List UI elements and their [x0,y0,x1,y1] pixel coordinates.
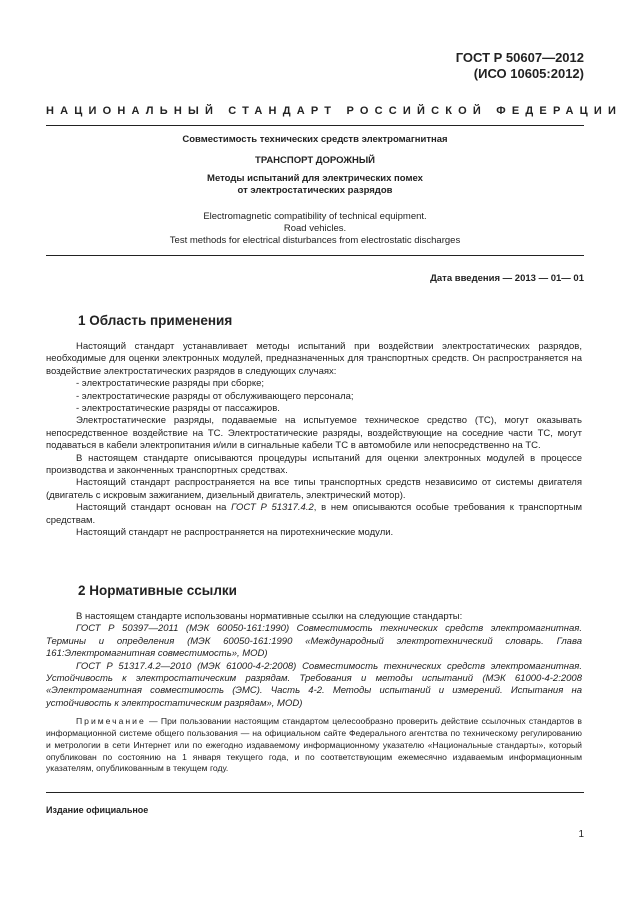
title-rule [46,255,584,256]
national-standard-banner: НАЦИОНАЛЬНЫЙ СТАНДАРТ РОССИЙСКОЙ ФЕДЕРАЦИИ [46,105,623,117]
section-1-heading: 1 Область применения [78,313,233,328]
list-item: - электростатические разряды от пассажиров. [76,403,280,415]
official-edition-label: Издание официальное [46,805,149,815]
note-text: — При пользовании настоящим стандартом целесообразно проверить действие ссылочных стандартов в информационной системе общего пользования — на официальном сайте Федерального агентства по техническому регулированию и метрологии в сети Интернет или по ежегодно издаваемому информационному указателю «Национальные стандарты», который опубликован по состоянию на 1 января текущего года, и по соответствующим ежемесячно издаваемым информационным указателям, опубликованным в текущем году. [46,716,582,774]
gost-number: ГОСТ Р 50607—2012 [455,50,584,65]
title-line-1: Совместимость технических средств электромагнитная [182,134,448,145]
section-1-body [46,341,582,540]
normative-reference-2: ГОСТ Р 51317.4.2—2010 (МЭК 61000-4-2:2008) Совместимость технических средств электромагнитная. Устойчивость к электростатическим разрядам. Требования и методы испытаний (МЭК 61000-4-2:2008 «Электромагнитная совместимость (ЭМС). Часть 4-2. Методы испытаний и измерений. Испытания на устойчивость к электростатическим разрядам», MOD) [46,660,582,709]
title-en-2: Road vehicles. [283,223,347,234]
section-2-heading: 2 Нормативные ссылки [78,583,237,598]
section-1-paragraph-6: Настоящий стандарт не распространяется на пиротехнические модули. [76,527,394,539]
iso-number: (ИСО 10605:2012) [473,66,584,81]
section-2-body [46,611,582,775]
section-1-paragraph-5 [46,502,582,527]
normative-reference-1: ГОСТ Р 50397—2011 (МЭК 60050-161:1990) Совместимость технических средств электромагнитная. Термины и определения (МЭК 60050-161:1990 «Международный электротехнический словарь. Глава 161:Электромагнитная совместимость», MOD) [46,623,582,660]
title-line-2: ТРАНСПОРТ ДОРОЖНЫЙ [255,155,375,166]
introduction-date: Дата введения — 2013 — 01— 01 [430,273,584,284]
section-1-paragraph-1: Настоящий стандарт устанавливает методы испытаний при воздействии электростатических разрядов, необходимые для оценки электронных модулей, предназначенных для транспортных средств. Он распространяется на воздействие электростатических разрядов в следующих случаях: [46,341,582,377]
header-rule [46,125,584,126]
title-line-4: от электростатических разрядов [237,185,393,196]
page-number: 1 [578,829,584,840]
footer-rule [46,792,584,793]
list-item: - электростатические разряды от обслуживающего персонала; [76,390,354,402]
title-en-1: Electromagnetic compatibility of technical equipment. [203,211,427,222]
note-label: Примечание [76,716,146,727]
title-en-3: Test methods for electrical disturbances from electrostatic discharges [169,235,461,246]
p5-reference: ГОСТ Р 51317.4.2 [231,502,314,514]
section-1-paragraph-2: Электростатические разряды, подаваемые на испытуемое техническое средство (ТС), могут оказывать непосредственное воздействие на ТС. Электростатические разряды, воздействующие на соседние части ТС, могут подаваться в кабели электропитания и/или в сигнальные кабели ТС в автомобиле или непосредственно на ТС. [46,415,582,452]
p5-text-post: , в нем описываются особые требования к транспортным средствам. [46,502,582,526]
p5-text-pre: Настоящий стандарт основан на [76,502,232,514]
section-1-paragraph-4: Настоящий стандарт распространяется на все типы транспортных средств независимо от системы двигателя (двигатель с искровым зажиганием, дизельный двигатель, электрический мотор). [46,477,582,501]
title-line-3: Методы испытаний для электрических помех [207,173,423,184]
list-item: - электростатические разряды при сборке; [76,378,265,390]
section-2-paragraph-1: В настоящем стандарте использованы нормативные ссылки на следующие стандарты: [76,611,463,622]
note [46,716,582,775]
section-1-paragraph-3: В настоящем стандарте описываются процедуры испытаний для оценки электронных модулей в процессе производства и законченных транспортных средствах. [46,452,582,477]
